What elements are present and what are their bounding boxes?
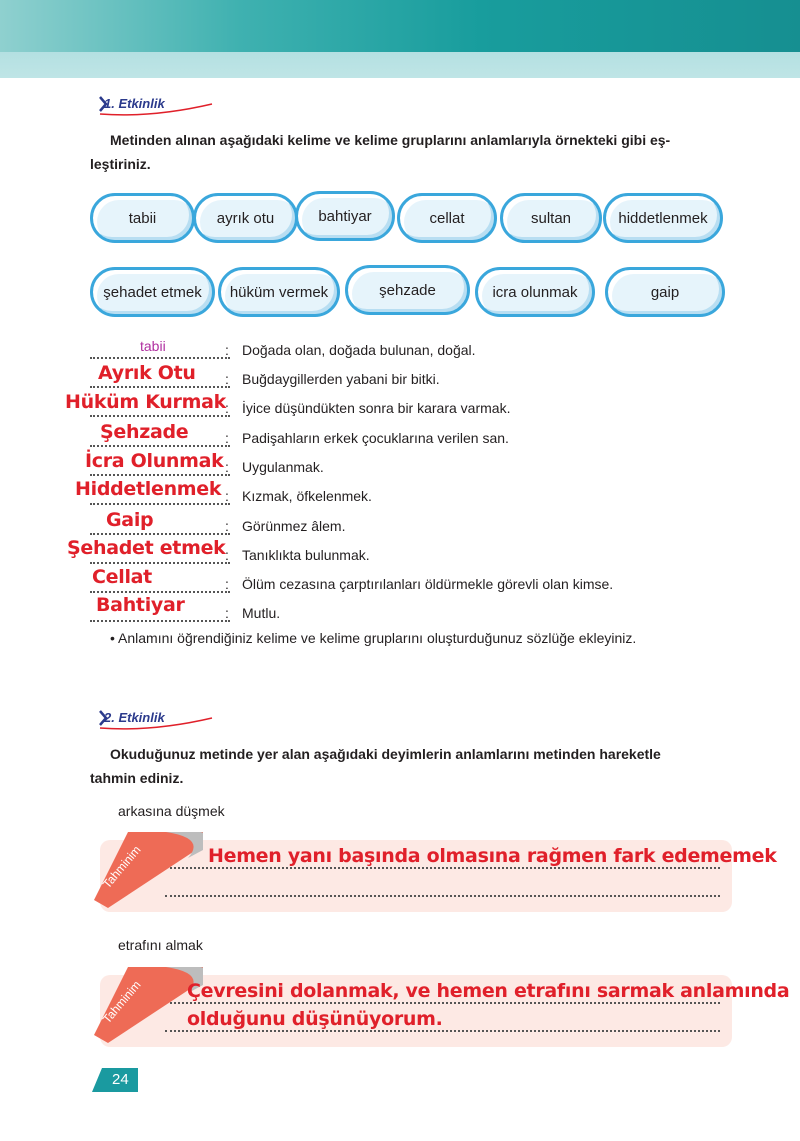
colon: : [225,518,229,534]
handwritten-answer: Şehzade [100,421,189,443]
word-pill: gaip [605,267,725,317]
handwritten-answer: Bahtiyar [96,594,185,616]
guess-tab [88,828,203,892]
page-number: 24 [112,1071,129,1088]
word-pill: bahtiyar [295,191,395,241]
activity-1-instruction-line1: Metinden alınan aşağıdaki kelime ve kelime gruplarını anlamlarıyla örnekteki gibi eş- [110,132,671,148]
definition: Padişahların erkek çocuklarına verilen san. [242,430,509,446]
word-pill: tabii [90,193,195,243]
activity-2-instruction-line1: Okuduğunuz metinde yer alan aşağıdaki deyimlerin anlamlarını metinden hareketle [110,746,661,762]
word-pill: şehadet etmek [90,267,215,317]
word-pill: hiddetlenmek [603,193,723,243]
page-number-badge [92,1068,138,1092]
handwritten-answer: İcra Olunmak [85,450,224,472]
definition: Doğada olan, doğada bulunan, doğal. [242,342,476,358]
handwritten-answer: Hüküm Kurmak [65,391,226,413]
activity-1-note: • Anlamını öğrendiğiniz kelime ve kelime gruplarını oluşturduğunuz sözlüğe ekleyiniz. [110,630,637,646]
handwritten-answer: Hiddetlenmek [75,478,222,500]
activity-2-title: 2. Etkinlik [104,710,165,725]
colon: : [225,576,229,592]
idiom-label: etrafını almak [118,937,203,953]
colon: : [225,459,229,475]
answer-line [165,895,720,897]
colon: : [225,400,229,416]
tab-label: Tahminim [99,842,144,892]
colon: : [225,371,229,387]
colon: : [225,430,229,446]
example-answer: tabii [140,338,166,354]
handwritten-answer: Şehadet etmek [67,537,226,559]
header-band-teal [0,0,800,52]
definition: Görünmez âlem. [242,518,346,534]
definition: Buğdaygillerden yabani bir bitki. [242,371,440,387]
activity-1-title: 1. Etkinlik [104,96,165,111]
definition: Mutlu. [242,605,281,621]
activity-1-tag [92,92,217,118]
guess-answer-text: Çevresini dolanmak, ve hemen etrafını sarmak anlamında [187,980,790,1002]
word-pill: şehzade [345,265,470,315]
tab-label: Tahminim [99,977,144,1027]
handwritten-answer: Ayrık Otu [98,362,196,384]
word-pill: cellat [397,193,497,243]
activity-2-instruction-line2: tahmin ediniz. [90,770,184,786]
definition: Tanıklıkta bulunmak. [242,547,370,563]
colon: : [225,605,229,621]
word-pill: sultan [500,193,602,243]
colon: : [225,488,229,504]
guess-answer-text: Hemen yanı başında olmasına rağmen fark edememek [208,845,777,867]
idiom-label: arkasına düşmek [118,803,225,819]
handwritten-answer: Gaip [106,509,154,531]
activity-1-instruction-line2: leştiriniz. [90,156,151,172]
guess-answer-text: olduğunu düşünüyorum. [187,1008,443,1030]
definition: İyice düşündükten sonra bir karara varmak. [242,400,511,416]
word-pill: ayrık otu [193,193,298,243]
colon: : [225,547,229,563]
guess-tab [88,963,203,1027]
answer-line [165,867,720,869]
tab-ribbon-icon [88,828,203,908]
answer-line [165,1030,720,1032]
definition: Kızmak, öfkelenmek. [242,488,372,504]
answer-line [165,1002,720,1004]
handwritten-answer: Cellat [92,566,152,588]
colon: : [225,342,229,358]
tab-ribbon-icon [88,963,203,1043]
word-pill: hüküm vermek [218,267,340,317]
activity-2-tag [92,706,217,732]
definition: Ölüm cezasına çarptırılanları öldürmekle görevli olan kimse. [242,576,614,592]
word-pill: icra olunmak [475,267,595,317]
definition: Uygulanmak. [242,459,324,475]
